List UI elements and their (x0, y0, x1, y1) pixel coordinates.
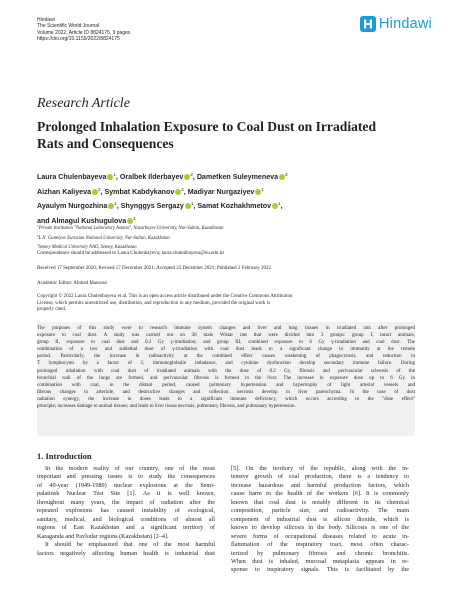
journal-name: The Scientific World Journal (37, 23, 100, 30)
body-line: throughout many years, the impact of radiation after the (37, 498, 215, 506)
affiliation-marker: 2 (190, 172, 193, 177)
affiliation-marker: 3 (285, 172, 288, 177)
author-list: Laura Chulenbayeva $^1$, Oralbek Ilderbayev $^2$, Dametken Suleymeneva $^3$ Aizhan Kaliyeva $^2$, Symbat Kabdykanov $^2$, Madiyar Nurgaziyev $^1$ Ayaulym Nurgozhina $^1$, Shynggys Sergazy $^1$, Samat Kozhakhmetov $^1$, and Almagul Kushugulova $^1$ (37, 172, 288, 225)
journal-info (37, 17, 130, 43)
body-column-left (37, 465, 215, 558)
article-dates: Received 17 September 2020; Revised 17 December 2021; Accepted 23 December 2021; Published 2 February 2022 (37, 266, 271, 271)
abstract-line: period. Particularly, the increase in radioactivity at the combined effect causes weakening of phagocytosis, and reduction in (37, 354, 415, 360)
body-line: When dust is inhaled, mucosal metaplasia appears in re- (231, 557, 409, 565)
body-column-right (231, 465, 409, 575)
affiliation-marker: 1 (114, 201, 117, 207)
journal-publisher: Hindawi (37, 17, 55, 23)
affiliations (37, 223, 223, 252)
abstract-line: group II, exposure to coal dust and 0.2 Gy γ-irradiation; and group III, combined exposure to 6 Gy γ-irradiation and coal dust. The (37, 340, 415, 346)
body-line: important and pressing issues is to study the consequences (37, 473, 215, 481)
body-line: regions of East Kazakhstan and a significant territory of (37, 524, 215, 532)
affiliation-marker: 2 (98, 186, 101, 192)
affiliation-marker: 1 (133, 215, 136, 221)
affiliation-text: L.N. Gumilyov Eurasian National University, Nur-Sultan, Kazakhstan (38, 235, 170, 241)
body-line: known to develop silicosis in the body. Silicosis is one of the (231, 524, 409, 532)
body-line: sponse to inspiratory signals. This is facilitated by the (231, 566, 409, 574)
body-line: palatinsk Nuclear Test Site [1]. As it is well known, (37, 490, 215, 498)
author-name[interactable]: Oralbek Ilderbayev (119, 173, 184, 181)
body-line: factors negatively affecting human health is industrial dust (37, 549, 215, 557)
affiliation-marker: 1 (278, 201, 281, 207)
body-line: It should be emphasized that one of the most harmful (45, 541, 215, 549)
body-line: Karaganda and Pavlodar regions (Kazakhstan) [2–4]. (37, 532, 169, 540)
abstract-line: exposure to coal dust. A study was carried out on 30 male Wistar rats that were divided into 3 groups: group I, intact animals; (37, 333, 415, 339)
abstract-line: prolonged inhalation with coal dust of irradiated animals with the dose of 0.2 Gy, fibrosis and perivascular sclerosis of the (37, 368, 415, 374)
affiliation-text: Semey Medical University NAO, Semey, Kazakhstan (38, 245, 137, 251)
journal-doi[interactable]: https://doi.org/10.1155/2022/8824175 (37, 36, 120, 43)
abstract-line: T lymphocytes by a factor of 2, immunoglobulin imbalance, and cytokine dysfunction develop secondary immune failure. During (37, 361, 415, 367)
body-line: [5]. On the territory of the republic, along with the in- (231, 465, 409, 472)
affiliation-item (37, 233, 223, 243)
author-name[interactable]: Aizhan Kaliyeva (37, 187, 92, 196)
affiliation-marker: 2 (181, 186, 184, 192)
correspondence: Correspondence should be addressed to Laura Chulenbayeva; laura.chulenbayeva@nu.edu.kz (37, 251, 225, 256)
affiliation-marker: 1 (261, 186, 264, 192)
copyright-line: properly cited. (37, 307, 67, 313)
body-line: increase hazardous and harmful production factors, which (231, 481, 409, 489)
academic-editor: Academic Editor: Ahmad Mansour (37, 281, 108, 286)
affiliation-number: 1 (37, 224, 39, 228)
affiliation-number: 3 (37, 243, 39, 248)
copyright-line: License, which permits unrestricted use, distribution, and reproduction in any medium, provided the original work is (37, 300, 271, 306)
section-heading-introduction: 1. Introduction (37, 451, 92, 461)
body-line: severe forms of occupational diseases related to acute in- (231, 532, 409, 540)
author-name[interactable]: Madiyar Nurgaziyev (187, 187, 255, 196)
author-name[interactable]: Shynggys Sergazy (120, 202, 184, 211)
affiliation-item (37, 223, 223, 233)
affiliation-number: 2 (37, 233, 39, 238)
title-line: Rats and Consequences (37, 136, 174, 151)
author-name[interactable]: Symbat Kabdykanov (104, 187, 175, 196)
affiliation-text: Private Institution "National Laboratory Astana", Nazarbayev University, Nur-Sultan, Kazakhstan (38, 226, 224, 231)
author-name[interactable]: and Almagul Kushugulova (37, 216, 127, 225)
body-line: component of industrial dust is silicon dioxide, which is (231, 515, 409, 523)
author-name[interactable]: Laura Chulenbayeva (37, 173, 107, 181)
body-line: repeated explosions has caused instability of ecological, (37, 507, 215, 515)
body-line: composition, particle size, and radioactivity. The main (231, 507, 409, 515)
publisher-logo-text: Hindawi (379, 16, 432, 32)
abstract-line: The purposes of this study were to research immune system changes and liver and lung tissues in irradiated rats after prolonged (37, 326, 415, 331)
hindawi-logo-icon (360, 16, 376, 32)
affiliation-marker: 1 (113, 172, 116, 177)
abstract-line: bronchial wall of the lungs are formed, and perivascular fibrosis is formed in the liver. The increase in exposure dose up to 6 Gy in (37, 375, 415, 381)
body-line: terized by pulmonary fibrosis and chronic bronchitis. (231, 549, 409, 557)
author-name[interactable]: Dametken Suleymeneva (196, 173, 279, 181)
journal-volume: Volume 2022, Article ID 8824175, 9 pages (37, 29, 131, 36)
copyright-notice (37, 294, 415, 314)
copyright-line: Copyright © 2022 Laura Chulenbayeva et al. This is an open access article distributed under the Creative Commons Attribution (37, 294, 293, 299)
body-line: of 40-year (1949-1989) nuclear explosions at the Semi- (37, 481, 215, 489)
abstract-line: combination with coal, in the distant period, caused pulmonary hypertension and hypertrophy of light arterial vessels and (37, 382, 415, 388)
body-line: In the modern reality of our country, one of the most (45, 465, 215, 472)
body-line: flammation of the respiratory tract, most often charac- (231, 541, 409, 549)
author-name[interactable]: Ayaulym Nurgozhina (37, 202, 108, 211)
abstract-line: radiation synergy, the increase in doses leads to a significant immune deficiency, which occurs according to the "dose effect" (37, 396, 415, 402)
article-type: Research Article (37, 96, 130, 111)
title-line: Prolonged Inhalation Exposure to Coal Dust on Irradiated (37, 119, 377, 134)
body-line: cause harm to the health of the workers [6]. It is commonly (231, 490, 409, 498)
body-line: tensive growth of coal production, there is a tendency to (231, 473, 409, 481)
abstract-line: fibrous changes in arteriole, and destructive changes and collection necrosis develop in liver parenchyma. In the case of dust (37, 389, 415, 395)
body-line: sanitary, medical, and biological conditions of almost all (37, 515, 215, 523)
affiliation-marker: 1 (190, 201, 194, 207)
article-title (37, 118, 397, 152)
abstract-line: combination of a low and sublethal dose of γ-irradiation with coal dust leads to a significant change in immunity at the remote (37, 347, 415, 353)
body-line: known that coal dust is notably different in its chemical (231, 498, 409, 506)
abstract-line: principle; increases damage to animal tissues; and leads to liver tissue necrosis, pulmonary fibrosis, and pulmonary hypertension. (37, 404, 296, 410)
abstract (37, 325, 415, 410)
publisher-logo[interactable] (360, 16, 432, 32)
author-name[interactable]: Samat Kozhakhmetov (197, 202, 272, 211)
